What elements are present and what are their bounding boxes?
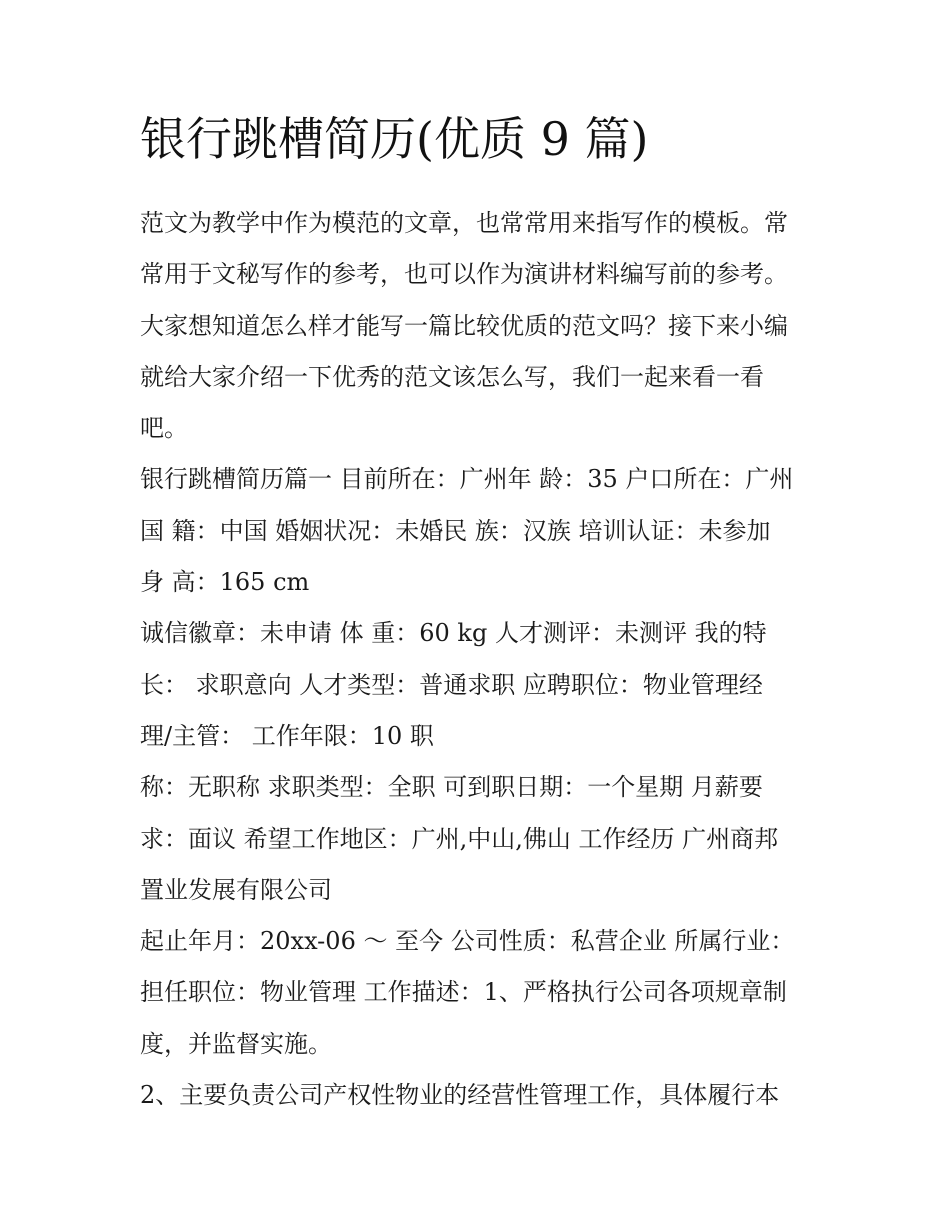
body-line: 置业发展有限公司 — [140, 875, 332, 904]
body-line: 求：面议 希望工作地区：广州,中山,佛山 工作经历 广州商邦 — [140, 824, 779, 853]
body-line: 国 籍：中国 婚姻状况：未婚民 族：汉族 培训认证：未参加 — [140, 516, 771, 545]
body-line: 度，并监督实施。 — [140, 1029, 332, 1058]
body-line: 身 高：165 cm — [140, 568, 310, 597]
body-line: 起止年月：20xx-06 ～ 至今 公司性质：私营企业 所属行业： — [140, 927, 795, 956]
document-body — [140, 198, 820, 1121]
body-line: 大家想知道怎么样才能写一篇比较优质的范文吗？接下来小编 — [140, 311, 788, 340]
body-line: 银行跳槽简历篇一 目前所在：广州年 龄：35 户口所在：广州 — [140, 465, 794, 494]
body-line: 担任职位：物业管理 工作描述：1、严格执行公司各项规章制 — [140, 978, 787, 1007]
body-line: 吧。 — [140, 414, 188, 443]
body-line: 2、主要负责公司产权性物业的经营性管理工作，具体履行本 — [140, 1081, 780, 1110]
body-line: 范文为教学中作为模范的文章，也常常用来指写作的模板。常 — [140, 209, 788, 237]
body-line: 长： 求职意向 人才类型：普通求职 应聘职位：物业管理经 — [140, 670, 763, 699]
body-line: 就给大家介绍一下优秀的范文该怎么写，我们一起来看一看 — [140, 362, 764, 391]
body-line: 称：无职称 求职类型：全职 可到职日期：一个星期 月薪要 — [140, 773, 763, 802]
body-line: 理/主管： 工作年限：10 职 — [140, 721, 434, 750]
document-title: 银行跳槽简历(优质 9 篇) — [140, 112, 649, 166]
body-line: 常用于文秘写作的参考，也可以作为演讲材料编写前的参考。 — [140, 260, 788, 289]
body-line: 诚信徽章：未申请 体 重：60 kg 人才测评：未测评 我的特 — [140, 619, 767, 648]
